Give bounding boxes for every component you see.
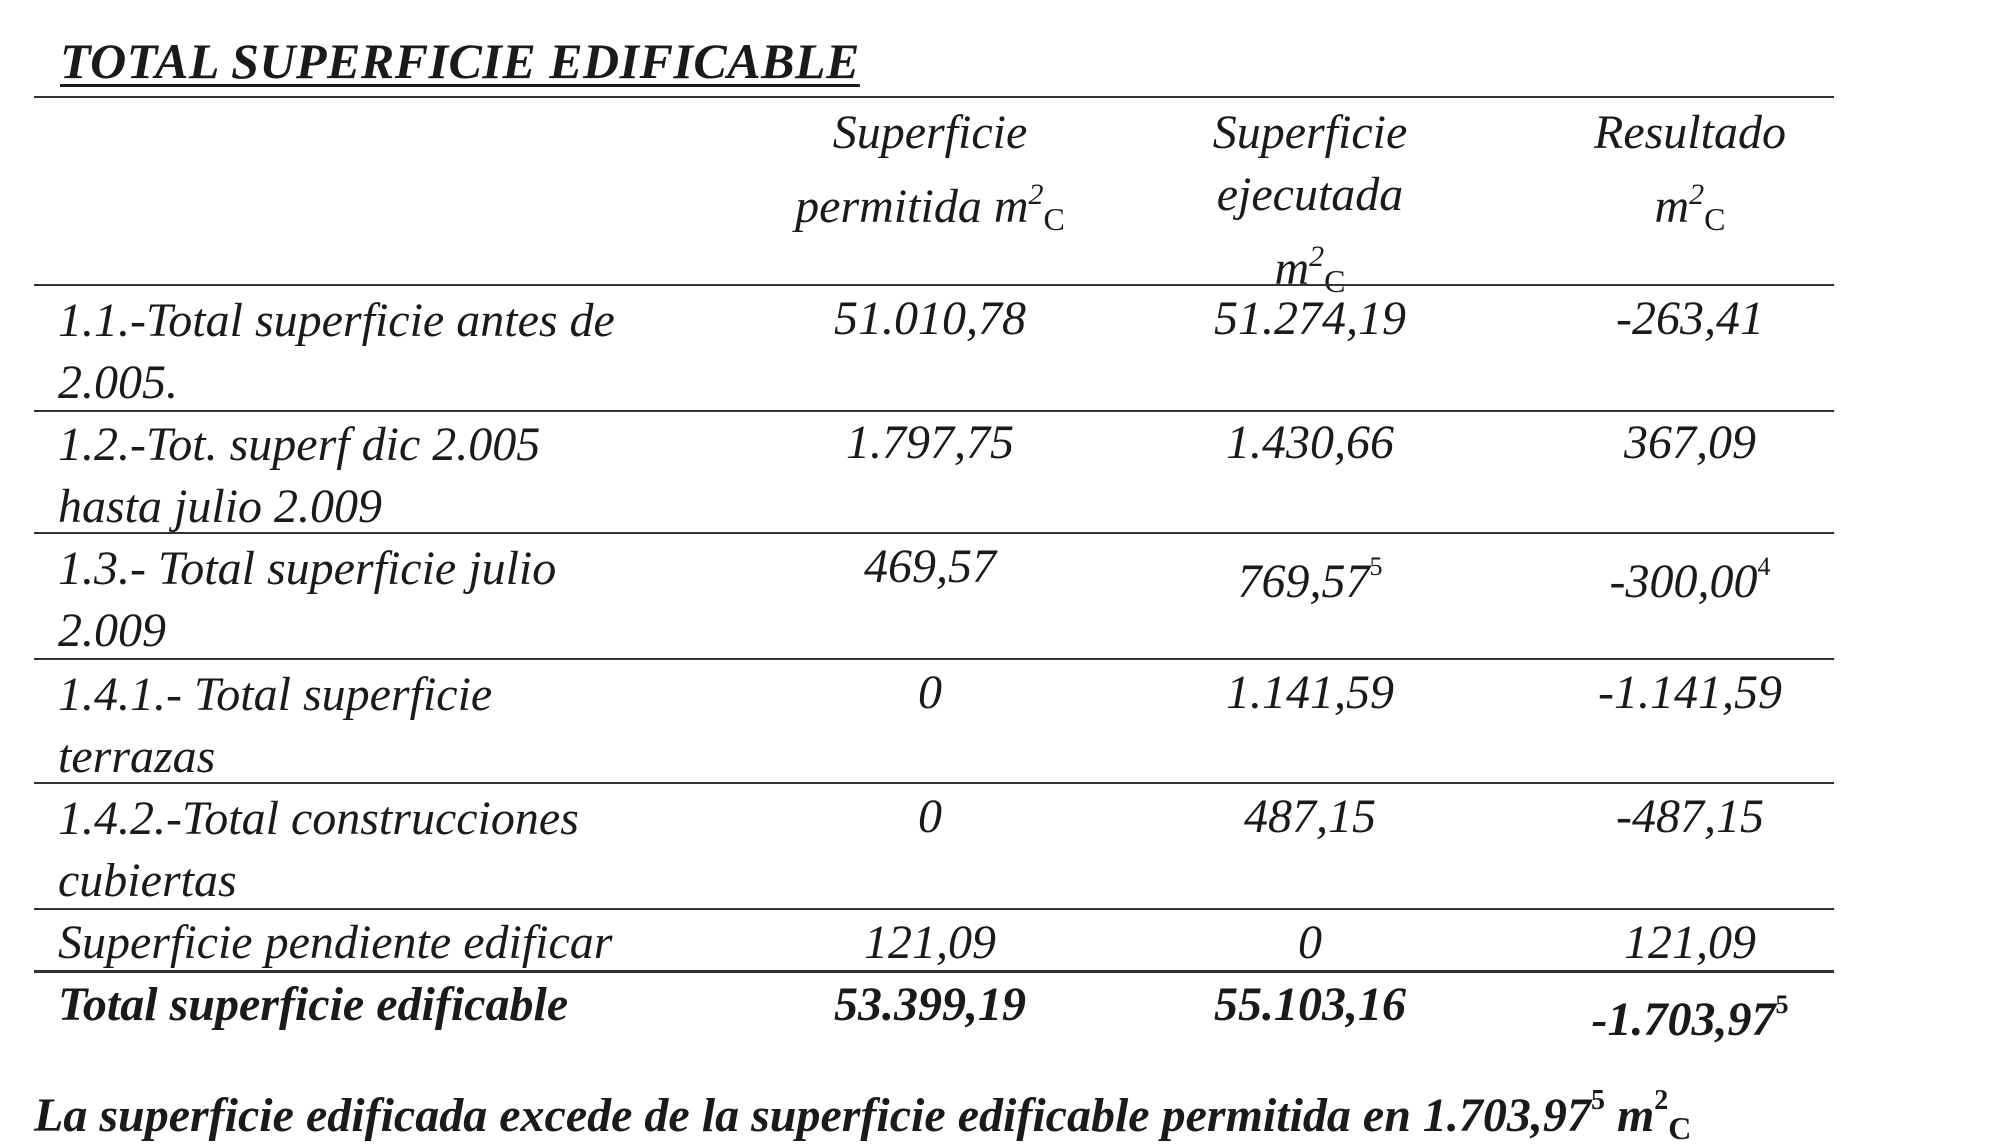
row-4-label bbox=[58, 664, 778, 788]
header-resultado-line1: Resultado bbox=[1594, 106, 1786, 159]
header-superficie-ejecutada bbox=[1150, 102, 1470, 312]
row-1-label bbox=[58, 290, 778, 414]
header-ejecutada-line2: ejecutada bbox=[1216, 168, 1404, 221]
row-4-resultado: -1.141,59 bbox=[1598, 666, 1782, 719]
document-title: TOTAL SUPERFICIE EDIFICABLE bbox=[60, 33, 860, 89]
summary-unit-sub: C bbox=[1668, 1110, 1692, 1146]
row-6-permitida: 121,09 bbox=[864, 916, 996, 969]
header-permitida-line1: Superficie bbox=[832, 106, 1028, 159]
row-5-label bbox=[58, 788, 778, 912]
row-4-permitida: 0 bbox=[918, 666, 942, 719]
row-5-rule bbox=[34, 908, 1834, 910]
row-5-label-line2: cubiertas bbox=[58, 854, 237, 907]
header-resultado-unit: m bbox=[1654, 180, 1690, 233]
row-1-resultado: -263,41 bbox=[1616, 292, 1764, 345]
row-3-label-line2: 2.009 bbox=[58, 604, 166, 657]
row-6-label: Superficie pendiente edificar bbox=[58, 916, 613, 969]
row-4-label-line2: terrazas bbox=[58, 730, 216, 783]
header-ejecutada-line1: Superficie bbox=[1212, 106, 1408, 159]
row-2-rule bbox=[34, 532, 1834, 534]
row-5-resultado: -487,15 bbox=[1616, 790, 1764, 843]
row-3-resultado-footnote: 4 bbox=[1757, 552, 1771, 581]
row-1-label-line2: 2.005. bbox=[58, 356, 178, 409]
header-superficie-permitida bbox=[760, 102, 1100, 250]
row-3-rule bbox=[34, 658, 1834, 660]
row-6-rule bbox=[34, 970, 1834, 973]
row-4-rule bbox=[34, 782, 1834, 784]
row-6-ejecutada: 0 bbox=[1298, 916, 1322, 969]
header-resultado-sup: 2 bbox=[1689, 178, 1705, 211]
row-2-permitida: 1.797,75 bbox=[846, 416, 1014, 469]
row-5-label-line1: 1.4.2.-Total construcciones bbox=[58, 792, 579, 845]
header-resultado bbox=[1510, 102, 1870, 250]
row-1-ejecutada: 51.274,19 bbox=[1214, 292, 1406, 345]
header-permitida-line2 bbox=[760, 164, 1100, 250]
row-4-ejecutada: 1.141,59 bbox=[1226, 666, 1394, 719]
row-3-permitida: 469,57 bbox=[864, 540, 996, 593]
header-resultado-sub: C bbox=[1704, 201, 1726, 237]
total-resultado-value: -1.703,97 bbox=[1591, 993, 1776, 1046]
row-2-label-line2: hasta julio 2.009 bbox=[58, 480, 383, 533]
header-ejecutada-sup: 2 bbox=[1309, 240, 1325, 273]
row-3-label bbox=[58, 538, 778, 662]
total-resultado bbox=[1510, 974, 1870, 1051]
summary-text: La superficie edificada excede de la superficie edificable permitida en 1.703,97 bbox=[34, 1089, 1591, 1142]
row-6-resultado: 121,09 bbox=[1624, 916, 1756, 969]
header-bottom-rule bbox=[34, 284, 1834, 286]
row-3-ejecutada bbox=[1150, 536, 1470, 613]
summary-sentence bbox=[34, 1085, 1691, 1147]
total-ejecutada: 55.103,16 bbox=[1214, 978, 1406, 1031]
header-permitida-unit: permitida m bbox=[795, 180, 1029, 233]
total-label: Total superficie edificable bbox=[58, 978, 569, 1031]
row-1-label-line1: 1.1.-Total superficie antes de bbox=[58, 294, 615, 347]
row-3-resultado bbox=[1510, 536, 1870, 613]
row-3-ejecutada-footnote: 5 bbox=[1369, 552, 1383, 581]
summary-unit-sup: 2 bbox=[1654, 1085, 1669, 1116]
row-2-resultado: 367,09 bbox=[1624, 416, 1756, 469]
header-ejecutada-unit: m bbox=[1274, 242, 1310, 295]
row-2-label-line1: 1.2.-Tot. superf dic 2.005 bbox=[58, 418, 541, 471]
row-4-label-line1: 1.4.1.- Total superficie bbox=[58, 668, 493, 721]
header-ejecutada-sub: C bbox=[1324, 263, 1346, 299]
header-permitida-sup: 2 bbox=[1028, 178, 1044, 211]
total-permitida: 53.399,19 bbox=[834, 978, 1026, 1031]
summary-unit: m bbox=[1616, 1089, 1655, 1142]
summary-footnote: 5 bbox=[1590, 1085, 1605, 1116]
header-top-rule bbox=[34, 96, 1834, 98]
row-3-ejecutada-value: 769,57 bbox=[1237, 555, 1370, 608]
header-permitida-sub: C bbox=[1043, 201, 1065, 237]
row-5-ejecutada: 487,15 bbox=[1244, 790, 1376, 843]
row-3-label-line1: 1.3.- Total superficie julio bbox=[58, 542, 557, 595]
row-1-permitida: 51.010,78 bbox=[834, 292, 1026, 345]
row-5-permitida: 0 bbox=[918, 790, 942, 843]
row-2-ejecutada: 1.430,66 bbox=[1226, 416, 1394, 469]
total-resultado-footnote: 5 bbox=[1775, 990, 1789, 1019]
row-2-label bbox=[58, 414, 778, 538]
header-resultado-line2 bbox=[1510, 164, 1870, 250]
row-3-resultado-value: -300,00 bbox=[1609, 555, 1758, 608]
